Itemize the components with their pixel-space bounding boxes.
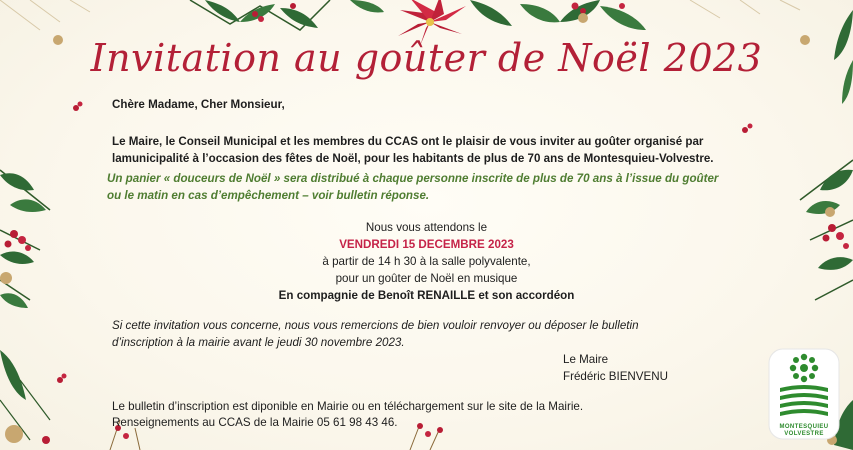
event-date: VENDREDI 15 DECEMBRE 2023 (339, 238, 514, 251)
intro-line-1: Le Maire, le Conseil Municipal et les membres du CCAS ont le plaisir de vous inviter au goûter organisé par (112, 135, 704, 148)
footer-line-2: Renseignements au CCAS de la Mairie 05 61 98 43 46. (112, 416, 398, 429)
logo-line-1: MONTESQUIEU (779, 424, 829, 430)
basket-line-2: ou le matin en cas d’empêchement – voir bulletin réponse. (107, 189, 430, 202)
signature-name: Frédéric BIENVENU (563, 370, 669, 383)
intro-line-2: lamunicipalité à l’occasion des fêtes de Noël, pour les habitants de plus de 70 ans de Montesquieu-Volvestre. (112, 152, 714, 165)
town-logo (768, 348, 840, 440)
event-activity: pour un goûter de Noël en musique (335, 272, 518, 285)
event-welcome: Nous vous attendons le (365, 221, 488, 234)
response-line-1: Si cette invitation vous concerne, nous vous remercions de bien vouloir renvoyer ou déposer le bulletin (112, 319, 639, 332)
signature-role: Le Maire (563, 353, 609, 366)
left-foliage-decoration (0, 170, 50, 444)
logo-line-2: VOLVESTRE (784, 431, 824, 437)
footer-line-1: Le bulletin d’inscription est diponible en Mairie ou en téléchargement sur le site de la Mairie. (112, 400, 584, 413)
basket-line-1: Un panier « douceurs de Noël » sera distribué à chaque personne inscrite de plus de 70 ans à l’issue du goûter (107, 172, 719, 185)
event-music: En compagnie de Benoît RENAILLE et son accordéon (278, 289, 575, 302)
page-title: Invitation au goûter de Noël 2023 (90, 36, 763, 80)
response-line-2: d’inscription à la mairie avant le jeudi 30 novembre 2023. (112, 336, 405, 349)
event-time-place: à partir de 14 h 30 à la salle polyvalente, (322, 255, 531, 268)
greeting: Chère Madame, Cher Monsieur, (112, 98, 285, 111)
